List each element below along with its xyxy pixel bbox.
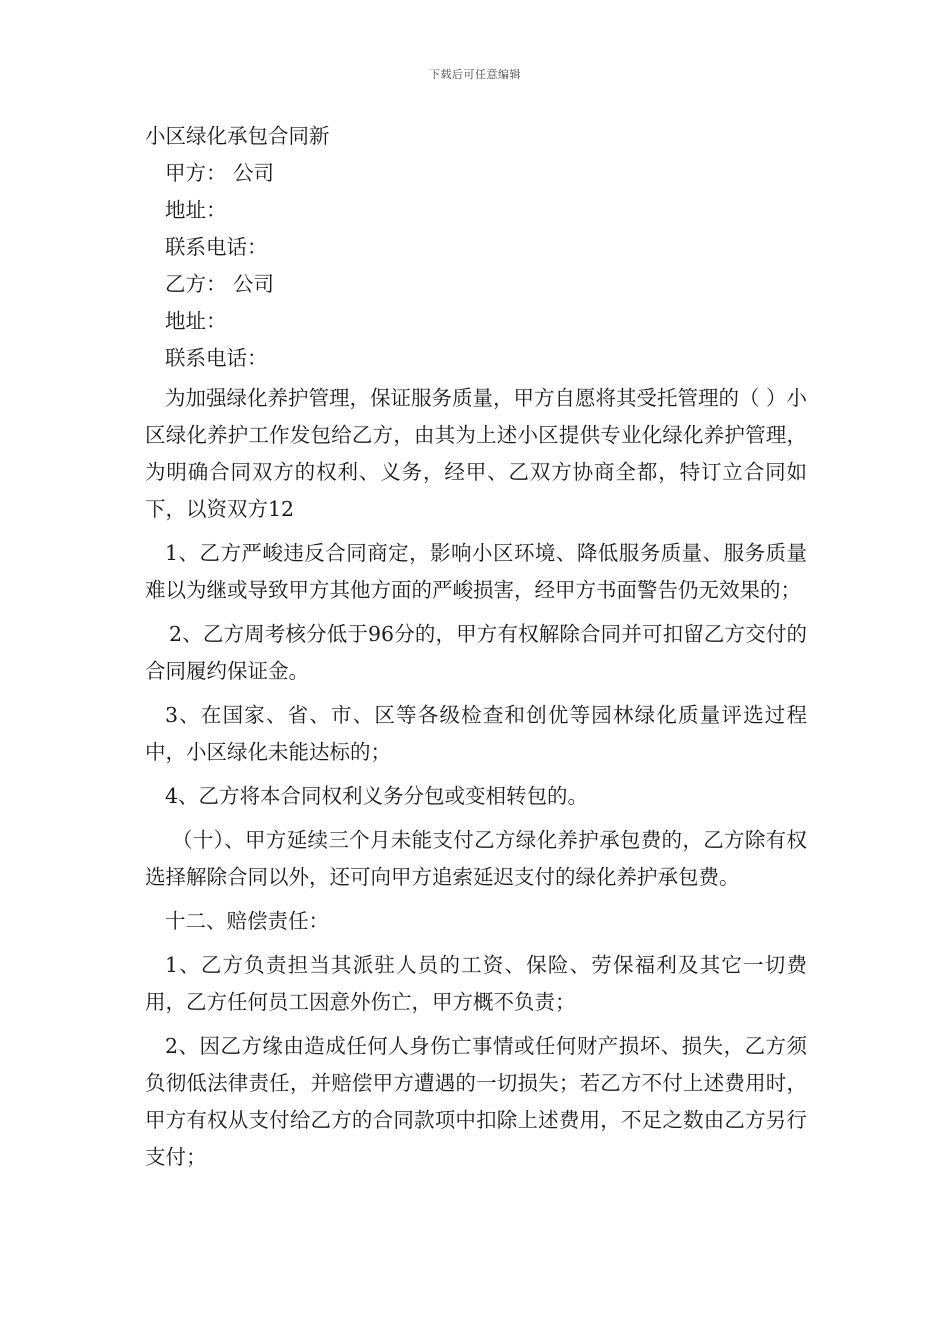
- document-body: [145, 118, 807, 1183]
- paragraph-liability-1: 1、乙方负责担当其派驻人员的工资、保险、劳保福利及其它一切费用，乙方任何员工因意外伤亡，甲方概不负责；: [145, 953, 807, 1014]
- paragraph-item-2: 2、乙方周考核分低于96分的，甲方有权解除合同并可扣留乙方交付的合同履约保证金。: [145, 622, 807, 683]
- party-a-address: 地址：: [165, 198, 227, 222]
- paragraph-clause-10: （十）、甲方延续三个月未能支付乙方绿化养护承包费的，乙方除有权选择解除合同以外，还可向甲方追索延迟支付的绿化养护承包费。: [145, 828, 807, 889]
- paragraph-item-3: 3、在国家、省、市、区等各级检查和创优等园林绿化质量评选过程中，小区绿化未能达标的；: [145, 703, 807, 764]
- paragraph-liability-2: 2、因乙方缘由造成任何人身伤亡事情或任何财产损坏、损失，乙方须负彻低法律责任，并赔偿甲方遭遇的一切损失；若乙方不付上述费用时，甲方有权从支付给乙方的合同款项中扣除上述费用，不足之数由乙方另行支付；: [145, 1034, 807, 1169]
- paragraph-intro: 为加强绿化养护管理，保证服务质量，甲方自愿将其受托管理的（ ）小区绿化养护工作发包给乙方，由其为上述小区提供专业化绿化养护管理，为明确合同双方的权利、义务，经甲、乙双方协商全都，特订立合同如下，以资双方12: [145, 386, 808, 521]
- party-b-phone: 联系电话：: [165, 346, 268, 370]
- page-header-note: 下载后可任意编辑: [429, 68, 521, 81]
- party-b-name: 乙方： 公司: [165, 272, 275, 296]
- paragraph-item-1: 1、乙方严峻违反合同商定，影响小区环境、降低服务质量、服务质量难以为继或导致甲方其他方面的严峻损害，经甲方书面警告仍无效果的；: [145, 541, 807, 602]
- section-heading-12: 十二、赔偿责任：: [165, 909, 329, 933]
- paragraph-item-4: 4、乙方将本合同权利义务分包或变相转包的。: [165, 784, 589, 808]
- party-a-phone: 联系电话：: [165, 235, 268, 259]
- document-title: 小区绿化承包合同新: [145, 124, 330, 148]
- party-a-name: 甲方： 公司: [165, 161, 275, 185]
- party-b-address: 地址：: [165, 309, 227, 333]
